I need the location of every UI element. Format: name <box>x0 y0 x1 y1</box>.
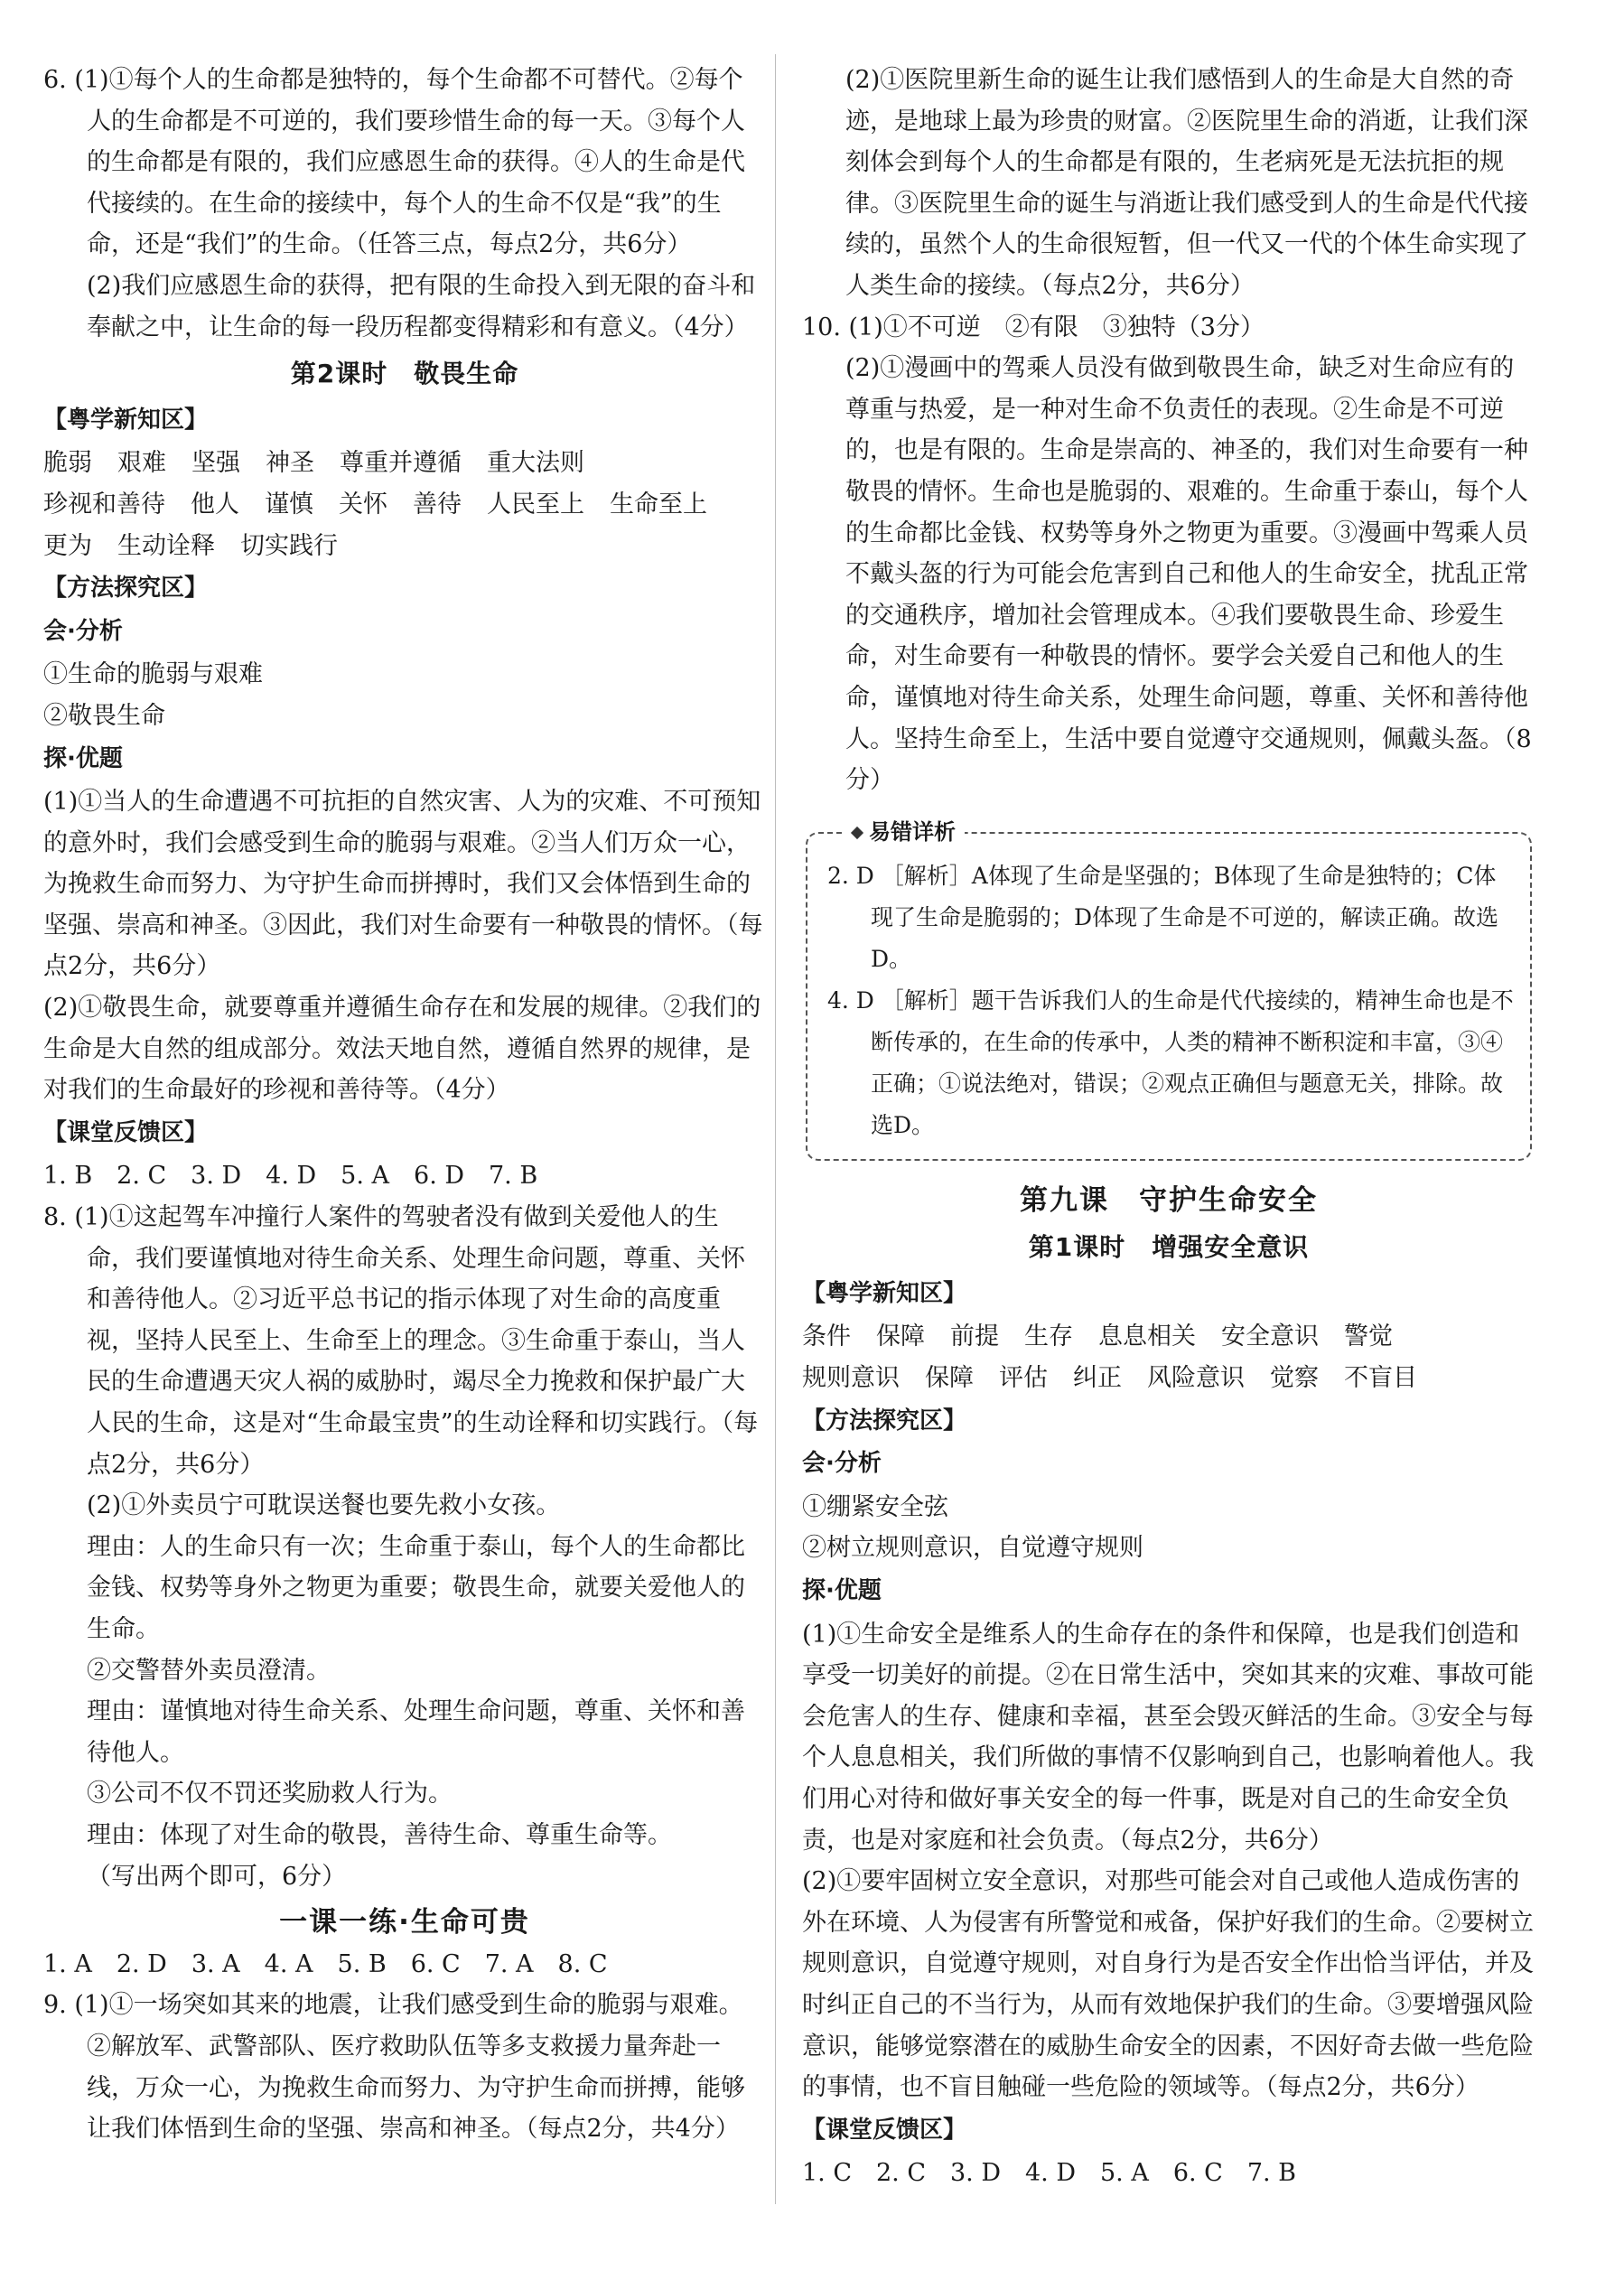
term: 规则意识 <box>802 1364 900 1393</box>
term: 前提 <box>950 1322 999 1351</box>
terms-block <box>802 1316 1535 1398</box>
terms-row <box>43 526 766 567</box>
q8-part2b: ②交警替外卖员澄清。 <box>87 1656 331 1685</box>
q8-note: （写出两个即可，6分） <box>87 1862 347 1891</box>
term: 纠正 <box>1073 1364 1122 1393</box>
explore-answer-1: (1)①生命安全是维系人的生命存在的条件和保障，也是我们创造和享受一切美好的前提。②在日常生活中，突如其来的灾难、事故可能会危害人的生存、健康和幸福，甚至会毁灭鲜活的生命。③安全与每个人息息相关，我们所做的事情不仅影响到自己，也影响着他人。我们用心对待和做好事关安全的每一件事，既是对自己的生命安全负责，也是对家庭和社会负责。（每点2分，共6分） <box>802 1620 1534 1855</box>
feedback-answers: 1. B 2. C 3. D 4. D 5. A 6. D 7. B <box>43 1162 538 1191</box>
term: 珍视和善待 <box>43 490 165 519</box>
analyze-item: ②树立规则意识，自觉遵守规则 <box>802 1534 1143 1563</box>
term: 生存 <box>1024 1322 1073 1351</box>
term: 尊重并遵循 <box>340 449 462 478</box>
analyze-item: ①绷紧安全弦 <box>802 1492 948 1521</box>
column-divider <box>775 54 776 2204</box>
error-analysis-title-text: 易错详析 <box>869 818 956 845</box>
practice-answers: 1. A 2. D 3. A 4. A 5. B 6. C 7. A 8. C <box>43 1949 608 1978</box>
lesson2-title: 第2课时 敬畏生命 <box>290 359 519 389</box>
term: 神圣 <box>266 449 314 478</box>
term: 生命至上 <box>610 490 707 519</box>
q10-part2: (2)①漫画中的驾乘人员没有做到敬畏生命，缺乏对生命应有的尊重与热爱，是一种对生命不负责任的表现。②生命是不可逆的，也是有限的。生命是崇高的、神圣的，我们对生命要有一种敬畏的情怀。生命也是脆弱的、艰难的。生命重于泰山，每个人的生命都比金钱、权势等身外之物更为重要。③漫画中驾乘人员不戴头盔的行为可能会危害到自己和他人的生命安全，扰乱正常的交通秩序，增加社会管理成本。④我们要敬畏生命、珍爱生命，对生命要有一种敬畏的情怀。要学会关爱自己和他人的生命，谨慎地对待生命关系，处理生命问题，尊重、关怀和善待他人。坚持生命至上，生活中要自觉遵守交通规则，佩戴头盔。（8分） <box>845 354 1532 795</box>
term: 评估 <box>999 1364 1048 1393</box>
term: 息息相关 <box>1098 1322 1196 1351</box>
term: 人民至上 <box>487 490 584 519</box>
q8-part2b-reason: 理由：谨慎地对待生命关系、处理生命问题，尊重、关怀和善待他人。 <box>87 1697 745 1767</box>
term: 谨慎 <box>265 490 313 519</box>
term: 风险意识 <box>1147 1364 1245 1393</box>
term: 善待 <box>413 490 462 519</box>
term: 艰难 <box>117 449 166 478</box>
q8-part2a: (2)①外卖员宁可耽误送餐也要先救小女孩。 <box>87 1491 561 1520</box>
term: 条件 <box>802 1322 851 1351</box>
section-new-knowledge: 【粤学新知区】 <box>43 406 209 434</box>
explore-answer-2: (2)①敬畏生命，就要尊重并遵循生命存在和发展的规律。②我们的生命是大自然的组成部分。效法天地自然，遵循自然界的规律，是对我们的生命最好的珍视和善待等。（4分） <box>43 994 761 1105</box>
term: 警觉 <box>1344 1322 1393 1351</box>
term: 更为 <box>43 531 92 560</box>
term: 觉察 <box>1270 1364 1319 1393</box>
q10-part1: 10. (1)①不可逆 ②有限 ③独特（3分） <box>802 313 1265 341</box>
section-new-knowledge: 【粤学新知区】 <box>802 1279 967 1307</box>
terms-row <box>43 484 766 526</box>
practice-title: 一课一练·生命可贵 <box>279 1906 530 1939</box>
q6-part1: 6. (1)①每个人的生命都是独特的，每个生命都不可替代。②每个人的生命都是不可逆的，我们要珍惜生命的每一天。③每个人的生命都是有限的，我们应感恩生命的获得。④人的生命是代代接续的。在生命的接续中，每个人的生命不仅是“我”的生命，还是“我们”的生命。（任答三点，每点2分，共6分） <box>43 66 745 259</box>
subsection-analyze: 会·分析 <box>43 617 123 645</box>
term: 切实践行 <box>240 531 338 560</box>
terms-row <box>802 1316 1535 1358</box>
q9-part1: 9. (1)①一场突如其来的地震，让我们感受到生命的脆弱与艰难。②解放军、武警部队、医疗救助队伍等多支救援力量奔赴一线，万众一心，为挽救生命而努力、为守护生命而拼搏，能够让我们体悟到生命的坚强、崇高和神圣。（每点2分，共4分） <box>43 1991 745 2144</box>
analyze-item: ①生命的脆弱与艰难 <box>43 660 263 689</box>
q8-part2c-reason: 理由：体现了对生命的敬畏，善待生命、尊重生命等。 <box>87 1820 672 1849</box>
term: 保障 <box>876 1322 925 1351</box>
term: 关怀 <box>339 490 387 519</box>
error-analysis-item: 4. D ［解析］题干告诉我们人的生命是代代接续的，精神生命也是不断传承的，在生命的传承中，人类的精神不断积淀和丰富，③④正确；①说法绝对，错误；②观点正确但与题意无关，排除。故选D。 <box>827 986 1514 1138</box>
diamond-icon <box>851 827 863 839</box>
term: 不盲目 <box>1344 1364 1417 1393</box>
term: 坚强 <box>191 449 240 478</box>
q8-part2a-reason: 理由：人的生命只有一次；生命重于泰山，每个人的生命都比金钱、权势等身外之物更为重要；敬畏生命，就要关爱他人的生命。 <box>87 1532 745 1643</box>
term: 他人 <box>191 490 239 519</box>
terms-row <box>802 1358 1535 1399</box>
q9-part2: (2)①医院里新生命的诞生让我们感悟到人的生命是大自然的奇迹，是地球上最为珍贵的财富。②医院里生命的消逝，让我们深刻体会到每个人的生命都是有限的，生老病死是无法抗拒的规律。③医院里生命的诞生与消逝让我们感受到人的生命是代代接续的，虽然个人的生命很短暂，但一代又一代的个体生命实现了人类生命的接续。（每点2分，共6分） <box>845 66 1528 300</box>
explore-answer-2: (2)①要牢固树立安全意识，对那些可能会对自己或他人造成伤害的外在环境、人为侵害有所警觉和戒备，保护好我们的生命。②要树立规则意识，自觉遵守规则，对自身行为是否安全作出恰当评估，并及时纠正自己的不当行为，从而有效地保护我们的生命。③要增强风险意识，能够觉察潜在的威胁生命安全的因素，不因好奇去做一些危险的事情，也不盲目触碰一些危险的领域等。（每点2分，共6分） <box>802 1867 1534 2102</box>
term: 保障 <box>925 1364 974 1393</box>
error-analysis-item: 2. D ［解析］A体现了生命是坚强的；B体现了生命是独特的；C体现了生命是脆弱的；D体现了生命是不可逆的，解读正确。故选D。 <box>827 862 1499 972</box>
terms-block <box>43 443 766 566</box>
feedback-answers: 1. C 2. C 3. D 4. D 5. A 6. C 7. B <box>802 2159 1297 2188</box>
lesson9-title: 第九课 守护生命安全 <box>1020 1183 1318 1217</box>
section-feedback: 【课堂反馈区】 <box>802 2116 967 2144</box>
section-method: 【方法探究区】 <box>43 575 209 603</box>
subsection-analyze: 会·分析 <box>802 1450 882 1478</box>
section-feedback: 【课堂反馈区】 <box>43 1118 209 1146</box>
term: 生动诠释 <box>117 531 215 560</box>
subsection-explore: 探·优题 <box>43 744 123 772</box>
left-column <box>43 60 766 2150</box>
term: 安全意识 <box>1221 1322 1319 1351</box>
terms-row <box>43 443 766 484</box>
q8-part1: 8. (1)①这起驾车冲撞行人案件的驾驶者没有做到关爱他人的生命，我们要谨慎地对待生命关系、处理生命问题，尊重、关怀和善待他人。②习近平总书记的指示体现了对生命的高度重视，坚持人民至上、生命至上的理念。③生命重于泰山，当人民的生命遭遇天灾人祸的威胁时，竭尽全力挽救和保护最广大人民的生命，这是对“生命最宝贵”的生动诠释和切实践行。（每点2分，共6分） <box>43 1203 759 1479</box>
explore-answer-1: (1)①当人的生命遭遇不可抗拒的自然灾害、人为的灾难、不可预知的意外时，我们会感受到生命的脆弱与艰难。②当人们万众一心，为挽救生命而努力、为守护生命而拼搏时，我们又会体悟到生命的坚强、崇高和神圣。③因此，我们对生命要有一种敬畏的情怀。（每点2分，共6分） <box>43 788 763 981</box>
error-analysis-title <box>844 818 965 846</box>
error-analysis-box <box>806 818 1532 1161</box>
section-method: 【方法探究区】 <box>802 1407 967 1435</box>
analyze-item: ②敬畏生命 <box>43 701 165 730</box>
right-column <box>802 60 1535 2194</box>
q6-part2: (2)我们应感恩生命的获得，把有限的生命投入到无限的奋斗和奉献之中，让生命的每一段历程都变得精彩和有意义。（4分） <box>87 271 756 341</box>
subsection-explore: 探·优题 <box>802 1577 882 1605</box>
q8-part2c: ③公司不仅不罚还奖励救人行为。 <box>87 1780 453 1808</box>
term: 重大法则 <box>487 449 584 478</box>
term: 脆弱 <box>43 449 92 478</box>
lesson9-subtitle: 第1课时 增强安全意识 <box>1028 1232 1310 1263</box>
